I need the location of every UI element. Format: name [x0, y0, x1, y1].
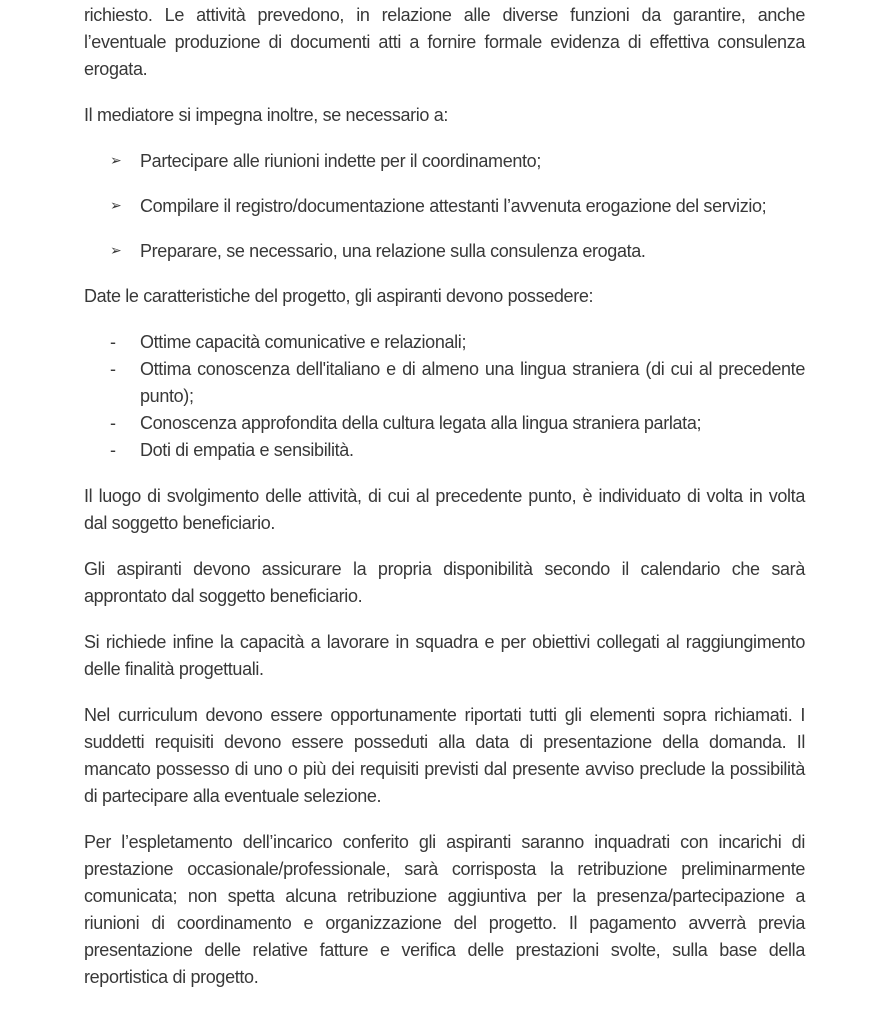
paragraph-incarico-retribuzione: Per l’espletamento dell’incarico conferito gli aspiranti saranno inquadrati con incarichi di prestazione occasionale/professionale, sarà corrisposta la retribuzione preliminarmente comunicata; non spetta alcuna retribuzione aggiuntiva per la presenza/partecipazione a riunioni di coordinamento e organizzazione del progetto. Il pagamento avverrà previa presentazione delle relative fatture e verifica delle prestazioni svolte, sulla base della reportistica di progetto.	[84, 832, 805, 987]
arrow-bullet-icon: ➢	[110, 243, 122, 259]
list-item	[84, 437, 805, 464]
paragraph-disponibilita-calendario: Gli aspiranti devono assicurare la propria disponibilità secondo il calendario che sarà approntato dal soggetto beneficiario.	[84, 559, 805, 606]
list-item	[84, 193, 805, 220]
dash-bullet-icon: -	[110, 332, 116, 352]
list-item-text: Ottima conoscenza dell'italiano e di almeno una lingua straniera (di cui al precedente punto);	[140, 359, 805, 406]
list-item-text: Preparare, se necessario, una relazione sulla consulenza erogata.	[140, 241, 646, 261]
list-item	[84, 356, 805, 410]
list-item-text: Compilare il registro/documentazione attestanti l’avvenuta erogazione del servizio;	[140, 196, 767, 216]
dash-bullet-icon: -	[110, 359, 116, 379]
list-item-text: Doti di empatia e sensibilità.	[140, 440, 354, 460]
list-item	[84, 329, 805, 356]
dash-bullet-list-requisiti	[84, 329, 805, 464]
paragraph-requisiti-intro: Date le caratteristiche del progetto, gli aspiranti devono possedere:	[84, 286, 594, 306]
list-item	[84, 238, 805, 265]
list-item-text: Conoscenza approfondita della cultura legata alla lingua straniera parlata;	[140, 413, 702, 433]
arrow-bullet-list-impegni	[84, 148, 805, 265]
paragraph-mediatore-impegni: Il mediatore si impegna inoltre, se necessario a:	[84, 105, 449, 125]
dash-bullet-icon: -	[110, 413, 116, 433]
paragraph-curriculum-requisiti: Nel curriculum devono essere opportunamente riportati tutti gli elementi sopra richiamati. I suddetti requisiti devono essere posseduti alla data di presentazione della domanda. Il mancato possesso di uno o più dei requisiti previsti dal presente avviso preclude la possibilità di partecipare alla eventuale selezione.	[84, 705, 805, 806]
list-item	[84, 148, 805, 175]
paragraph-attivita-consulenza: richiesto. Le attività prevedono, in relazione alle diverse funzioni da garantire, anche l’eventuale produzione di documenti atti a fornire formale evidenza di effettiva consulenza erogata.	[84, 5, 805, 79]
list-item-text: Partecipare alle riunioni indette per il coordinamento;	[140, 151, 541, 171]
list-item	[84, 410, 805, 437]
paragraph-lavoro-squadra: Si richiede infine la capacità a lavorare in squadra e per obiettivi collegati al raggiungimento delle finalità progettuali.	[84, 632, 805, 679]
list-item-text: Ottime capacità comunicative e relazionali;	[140, 332, 467, 352]
dash-bullet-icon: -	[110, 440, 116, 460]
paragraph-luogo-svolgimento: Il luogo di svolgimento delle attività, di cui al precedente punto, è individuato di volta in volta dal soggetto beneficiario.	[84, 486, 805, 533]
arrow-bullet-icon: ➢	[110, 198, 122, 214]
arrow-bullet-icon: ➢	[110, 153, 122, 169]
